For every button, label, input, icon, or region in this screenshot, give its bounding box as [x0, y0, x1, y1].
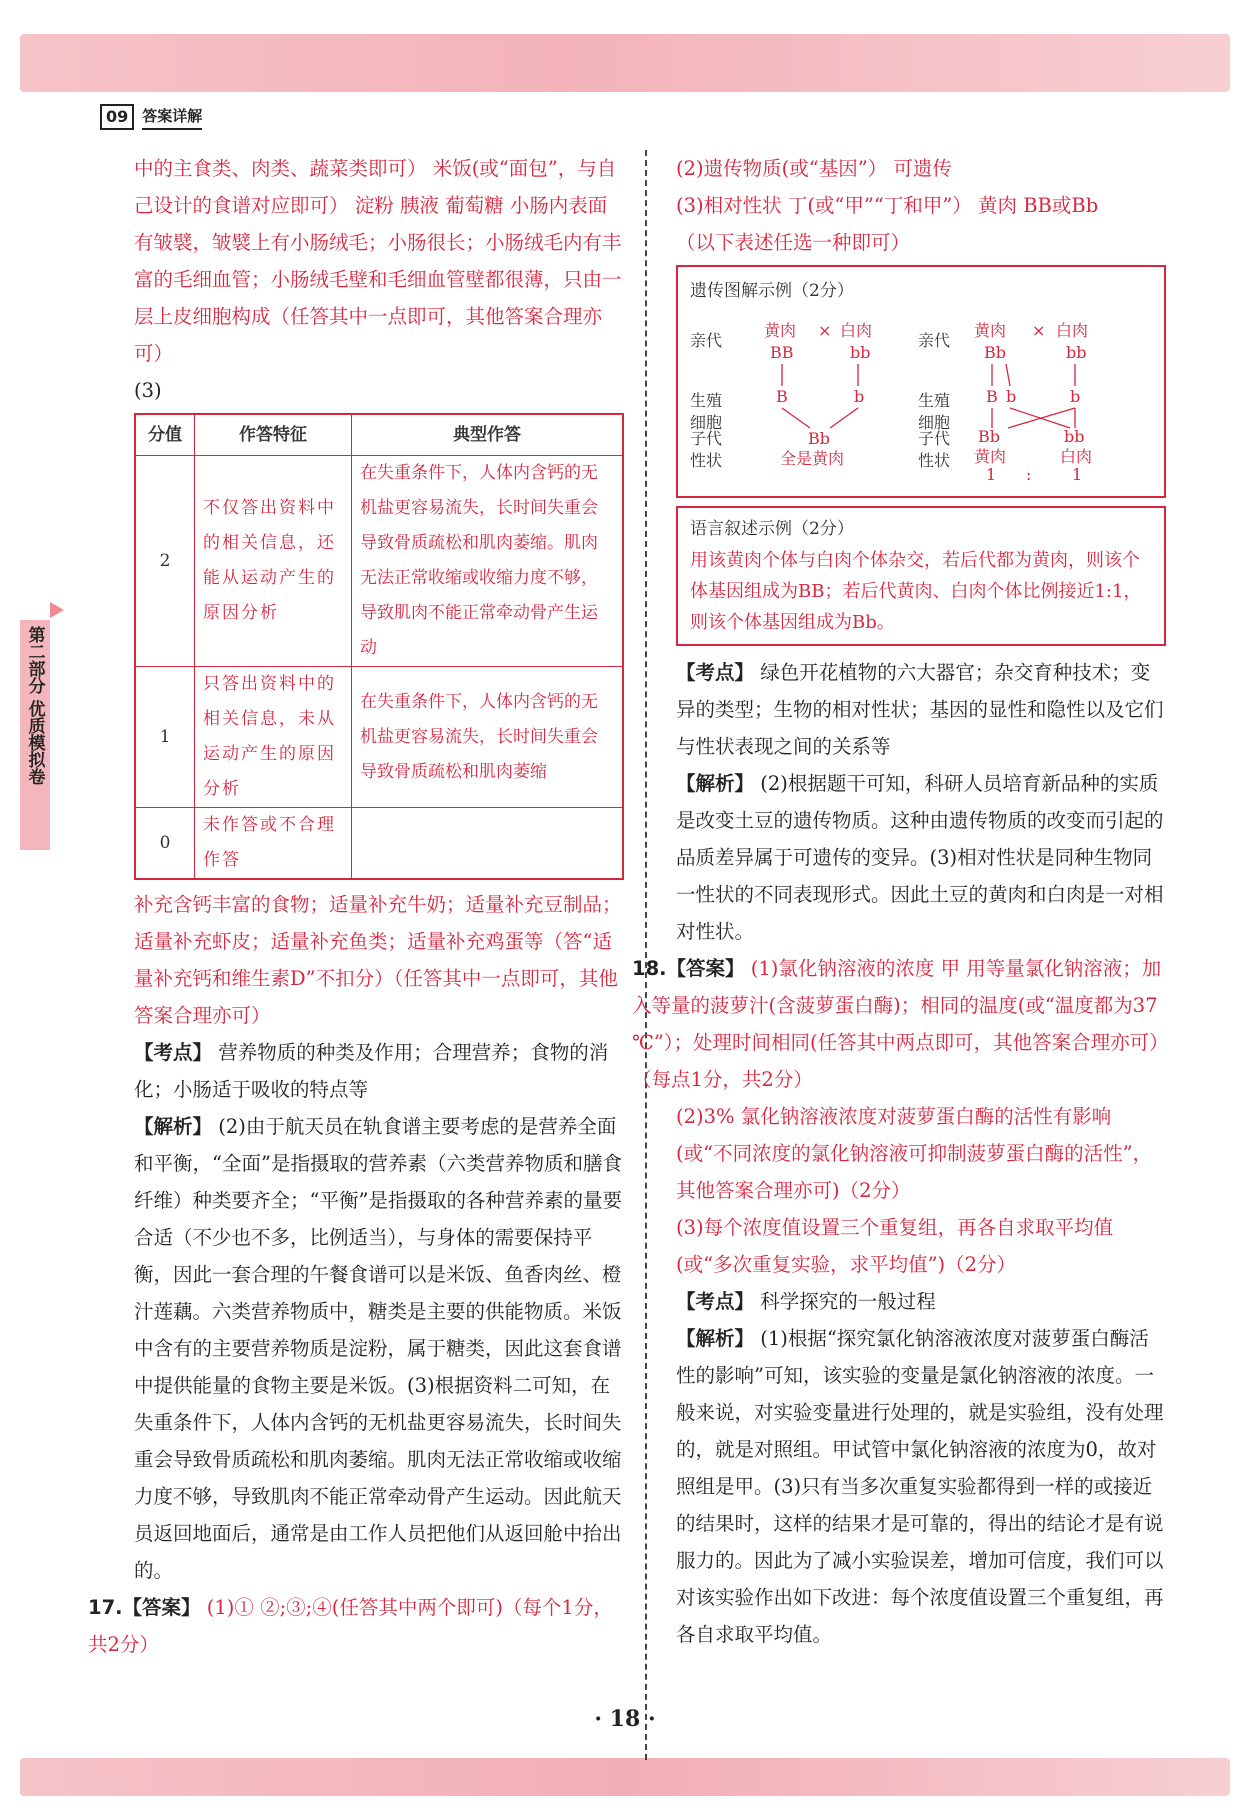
jiexi-tag: 【解析】 — [676, 772, 755, 795]
cell-score: 2 — [135, 456, 195, 667]
q18-part3: (3)每个浓度值设置三个重复组，再各自求取平均值(或“多次重复实验，求平均值”)（2分） — [676, 1216, 1114, 1276]
kaodian-text: 营养物质的种类及作用；合理营养；食物的消化；小肠适于吸收的特点等 — [134, 1041, 609, 1101]
r-child2-geno: bb — [1064, 427, 1085, 446]
r-geno2: bb — [1066, 343, 1087, 362]
diagram-title: 遗传图解示例（2分） — [690, 281, 854, 301]
part3-label: (3) — [134, 379, 162, 402]
r-label-parents: 亲代 — [918, 331, 951, 350]
r-parent1: 黄肉 — [974, 321, 1007, 340]
verbal-box — [676, 506, 1166, 646]
th-feature: 作答特征 — [195, 414, 352, 456]
cell-feature: 只答出资料中的相关信息，未从运动产生的原因分析 — [195, 667, 352, 808]
side-tab-name: 优质模拟卷 — [24, 700, 45, 785]
th-score: 分值 — [135, 414, 195, 456]
right-column — [632, 150, 1166, 1653]
genetic-diagram-box — [676, 265, 1166, 498]
q18-answer — [632, 950, 1166, 1098]
answer-tag: 【答案】 — [666, 957, 745, 980]
r-label-gametes: 生殖细胞 — [918, 391, 951, 432]
r-child2-trait: 白肉 — [1060, 447, 1093, 466]
jiexi-16 — [134, 1108, 624, 1589]
scoring-table — [134, 413, 624, 880]
l-parent2: 白肉 — [840, 321, 873, 340]
r-child1-trait: 黄肉 — [974, 447, 1007, 466]
kaodian-text: 科学探究的一般过程 — [754, 1290, 936, 1313]
kaodian-tag: 【考点】 — [134, 1041, 213, 1064]
cell-score: 0 — [135, 808, 195, 880]
side-tab-arrow — [50, 602, 64, 618]
kaodian-18 — [676, 1283, 1166, 1320]
table-row — [135, 808, 623, 880]
cell-answer: 在失重条件下，人体内含钙的无机盐更容易流失，长时间失重会导致骨质疏松和肌肉萎缩 — [352, 667, 624, 808]
cell-feature: 不仅答出资料中的相关信息，还能从运动产生的原因分析 — [195, 456, 352, 667]
l-gamete1: B — [776, 387, 788, 406]
r-cross: × — [1032, 321, 1046, 340]
table-header-row — [135, 414, 623, 456]
jiexi-tag: 【解析】 — [134, 1115, 213, 1138]
q17-answer — [88, 1589, 624, 1663]
r-geno1: Bb — [984, 343, 1006, 362]
verbal-text: 用该黄肉个体与白肉个体杂交，若后代都为黄肉，则该个体基因组成为BB；若后代黄肉、白肉个体比例接近1:1，则该个体基因组成为Bb。 — [690, 550, 1142, 633]
chapter-badge: 09 — [100, 104, 134, 130]
kaodian-tag: 【考点】 — [676, 661, 755, 684]
jiexi-tag: 【解析】 — [676, 1327, 755, 1350]
calcium-answer: 补充含钙丰富的食物；适量补充牛奶；适量补充豆制品；适量补充虾皮；适量补充鱼类；适量补充鸡蛋等（答“适量补充钙和维生素D”不扣分）（任答其中一点即可，其他答案合理亦可） — [134, 893, 622, 1027]
q18-number: 18. — [632, 957, 667, 980]
ratio-row — [690, 465, 1152, 490]
left-column — [88, 150, 624, 1663]
answer-part3: (3)相对性状 丁(或“甲”“丁和甲”） 黄肉 BB或Bb — [676, 194, 1099, 217]
r-parent2: 白肉 — [1056, 321, 1089, 340]
r-gamete1: B — [986, 387, 998, 406]
jiexi-text: (1)根据“探究氯化钠溶液浓度对菠萝蛋白酶活性的影响”可知，该实验的变量是氯化钠溶液的浓度。一般来说，对实验变量进行处理的，就是实验组，没有处理的，就是对照组。甲试管中氯化钠溶液的浓度为0，故对照组是甲。(3)只有当多次重复实验都得到一样的或接近的结果时，这样的结果才是可靠的，得出的结论才是有说服力的。因此为了减小实验误差，增加可信度，我们可以对该实验作出如下改进：每个浓度值设置三个重复组，再各自求取平均值。 — [676, 1327, 1164, 1646]
top-decor-band — [20, 34, 1230, 92]
r-child1-geno: Bb — [978, 427, 1000, 446]
r-ratio1: 1 — [986, 465, 997, 484]
r-gamete2: b — [1070, 387, 1081, 406]
q18-part2: (2)3% 氯化钠溶液浓度对菠萝蛋白酶的活性有影响(或“不同浓度的氯化钠溶液可抑制菠萝蛋白酶的活性”，其他答案合理亦可)（2分） — [676, 1105, 1153, 1202]
r-ratio-colon: : — [1026, 465, 1032, 484]
q17-number: 17. — [88, 1596, 123, 1619]
kaodian-16 — [134, 1034, 624, 1108]
answer-part2: (2)遗传物质(或“基因”） 可遗传 — [676, 157, 952, 180]
label-gametes: 生殖细胞 — [690, 391, 723, 432]
q18-part1: (1)氯化钠溶液的浓度 甲 用等量氯化钠溶液；加入等量的菠萝汁(含菠萝蛋白酶)；相同的温度(或“温度都为37 ℃”）；处理时间相同(任答其中两点即可，其他答案合理亦可）（每点1分，共2分） — [632, 957, 1162, 1091]
cell-answer — [352, 808, 624, 880]
header-title: 答案详解 — [142, 105, 202, 130]
kaodian-text: 绿色开花植物的六大器官；杂交育种技术；变异的类型；生物的相对性状；基因的显性和隐性以及它们与性状表现之间的关系等 — [676, 661, 1164, 758]
th-answer: 典型作答 — [352, 414, 624, 456]
r-gamete1b: b — [1006, 387, 1017, 406]
jiexi-18 — [676, 1320, 1166, 1653]
page-number: · 18 · — [594, 1706, 656, 1732]
jiexi-text: (2)根据题干可知，科研人员培育新品种的实质是改变土豆的遗传物质。这种由遗传物质的改变而引起的品质差异属于可遗传的变异。(3)相对性状是同种生物同一性状的不同表现形式。因此土豆的黄肉和白肉是一对相对性状。 — [676, 772, 1164, 943]
cell-feature: 未作答或不合理作答 — [195, 808, 352, 880]
cell-score: 1 — [135, 667, 195, 808]
cell-answer: 在失重条件下，人体内含钙的无机盐更容易流失，长时间失重会导致骨质疏松和肌肉萎缩。肌肉无法正常收缩或收缩力度不够，导致肌肉不能正常牵动骨产生运动 — [352, 456, 624, 667]
l-cross: × — [818, 321, 832, 340]
r-label-offspring: 子代性状 — [918, 429, 951, 470]
genetic-diagram — [690, 310, 1152, 470]
answer-tag: 【答案】 — [122, 1596, 201, 1619]
l-gamete2: b — [854, 387, 865, 406]
l-child-trait: 全是黄肉 — [780, 449, 845, 468]
table-row — [135, 667, 623, 808]
answer-continued: 中的主食类、肉类、蔬菜类即可） 米饭(或“面包”，与自己设计的食谱对应即可） 淀粉 胰液 葡萄糖 小肠内表面有皱襞，皱襞上有小肠绒毛；小肠很长；小肠绒毛内有丰富的毛细血管；小肠绒毛壁和毛细血管壁都很薄，只由一层上皮细胞构成（任答其中一点即可，其他答案合理亦可） — [134, 157, 622, 365]
jiexi-17 — [676, 765, 1166, 950]
bottom-decor-band — [20, 1758, 1230, 1796]
verbal-title: 语言叙述示例（2分） — [690, 519, 854, 539]
table-row — [135, 456, 623, 667]
label-offspring: 子代性状 — [690, 429, 723, 470]
l-parent1: 黄肉 — [764, 321, 797, 340]
q17-text: (1)① ②;③;④(任答其中两个即可)（每个1分，共2分） — [88, 1596, 613, 1656]
choose-note: （以下表述任选一种即可） — [676, 231, 911, 254]
side-tab — [20, 620, 50, 850]
l-child-geno: Bb — [808, 429, 830, 448]
l-geno1: BB — [770, 343, 794, 362]
kaodian-tag: 【考点】 — [676, 1290, 755, 1313]
jiexi-text: (2)由于航天员在轨食谱主要考虑的是营养全面和平衡，“全面”是指摄取的营养素（六类营养物质和膳食纤维）种类要齐全；“平衡”是指摄取的各种营养素的量要合适（不少也不多，比例适当），与身体的需要保持平衡，因此一套合理的午餐食谱可以是米饭、鱼香肉丝、橙汁莲藕。六类营养物质中，糖类是主要的供能物质。米饭中含有的主要营养物质是淀粉，属于糖类，因此这套食谱中提供能量的食物主要是米饭。(3)根据资料二可知，在失重条件下，人体内含钙的无机盐更容易流失，长时间失重会导致骨质疏松和肌肉萎缩。肌肉无法正常收缩或收缩力度不够，导致肌肉不能正常牵动骨产生运动。因此航天员返回地面后，通常是由工作人员把他们从返回舱中抬出的。 — [134, 1115, 622, 1582]
page-header — [100, 104, 202, 130]
r-ratio2: 1 — [1072, 465, 1083, 484]
side-tab-part: 第二部分 — [24, 626, 45, 694]
l-geno2: bb — [850, 343, 871, 362]
kaodian-17 — [676, 654, 1166, 765]
label-parents: 亲代 — [690, 331, 723, 350]
